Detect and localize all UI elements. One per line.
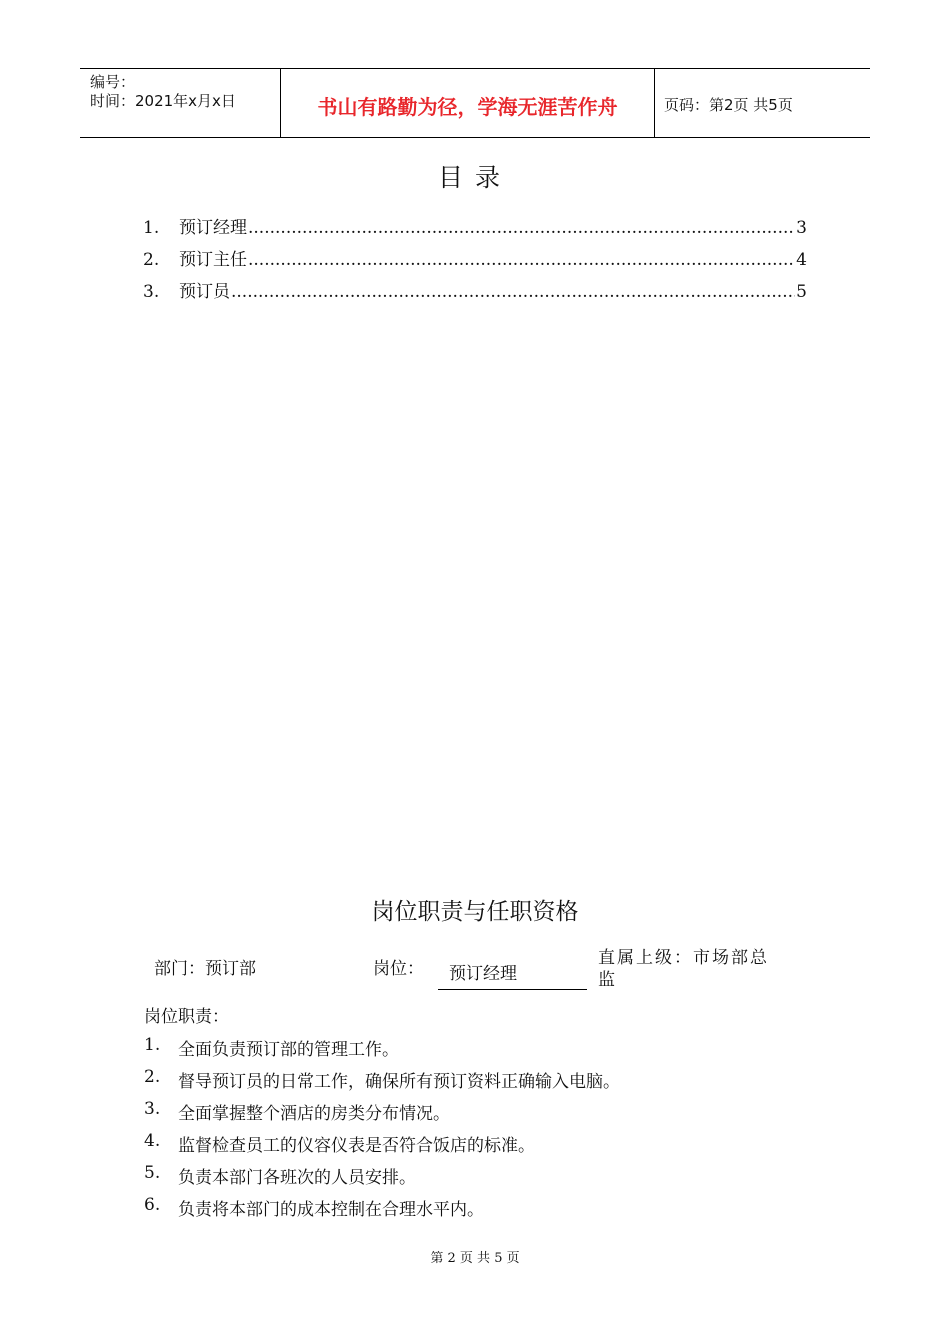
toc-entry-label: 预订员 [179, 282, 230, 302]
duty-text: 督导预订员的日常工作，确保所有预订资料正确输入电脑。 [178, 1072, 620, 1092]
duty-text: 负责本部门各班次的人员安排。 [178, 1168, 416, 1188]
date-label: 时间：2021年x月x日 [90, 92, 236, 110]
duty-text: 监督检查员工的仪容仪表是否符合饭店的标准。 [178, 1136, 535, 1156]
document-header [80, 68, 870, 138]
header-page-cell [654, 69, 870, 137]
superior-line-2: 监 [598, 970, 615, 990]
duty-item [144, 1131, 535, 1156]
duty-item [144, 1195, 484, 1220]
duty-number: 6. [144, 1195, 161, 1215]
position-underline [438, 989, 587, 990]
toc-entry[interactable] [143, 213, 807, 238]
header-page-info: 页码：第2页 共5页 [664, 96, 793, 114]
header-motto-cell [280, 69, 655, 137]
duty-number: 1. [144, 1035, 161, 1055]
position-value: 预订经理 [449, 964, 517, 984]
position-label: 岗位： [373, 959, 424, 979]
toc-entry-page: 4 [796, 250, 807, 270]
duty-number: 4. [144, 1131, 161, 1151]
toc-entry-number: 1. [143, 218, 160, 238]
department-field: 部门：预订部 [154, 959, 256, 979]
toc-entry-label: 预订经理 [179, 218, 247, 238]
section-title: 岗位职责与任职资格 [371, 899, 579, 925]
duty-item [144, 1035, 399, 1060]
page-footer: 第 2 页 共 5 页 [430, 1251, 520, 1266]
toc-entry-page: 3 [796, 218, 807, 238]
toc-entry-number: 2. [143, 250, 160, 270]
number-label: 编号： [90, 73, 136, 91]
duties-label: 岗位职责： [144, 1007, 229, 1027]
duty-item [144, 1099, 450, 1124]
toc-entry-page: 5 [796, 282, 807, 302]
duty-text: 负责将本部门的成本控制在合理水平内。 [178, 1200, 484, 1220]
duty-item [144, 1163, 416, 1188]
toc-title: 目录 [437, 163, 512, 192]
toc-entry[interactable] [143, 277, 807, 302]
toc-leader-dots [248, 250, 795, 270]
toc-entry-label: 预订主任 [179, 250, 247, 270]
motto: 书山有路勤为径，学海无涯苦作舟 [317, 95, 618, 119]
duty-item [144, 1067, 620, 1092]
toc-leader-dots [231, 282, 795, 302]
toc-leader-dots [248, 218, 795, 238]
superior-line-1: 直属上级：市场部总 [598, 948, 769, 968]
duty-text: 全面负责预订部的管理工作。 [178, 1040, 399, 1060]
header-meta-cell [80, 69, 280, 137]
duty-number: 5. [144, 1163, 161, 1183]
toc-entry-number: 3. [143, 282, 160, 302]
duty-number: 3. [144, 1099, 161, 1119]
duty-number: 2. [144, 1067, 161, 1087]
duty-text: 全面掌握整个酒店的房类分布情况。 [178, 1104, 450, 1124]
toc-entry[interactable] [143, 245, 807, 270]
